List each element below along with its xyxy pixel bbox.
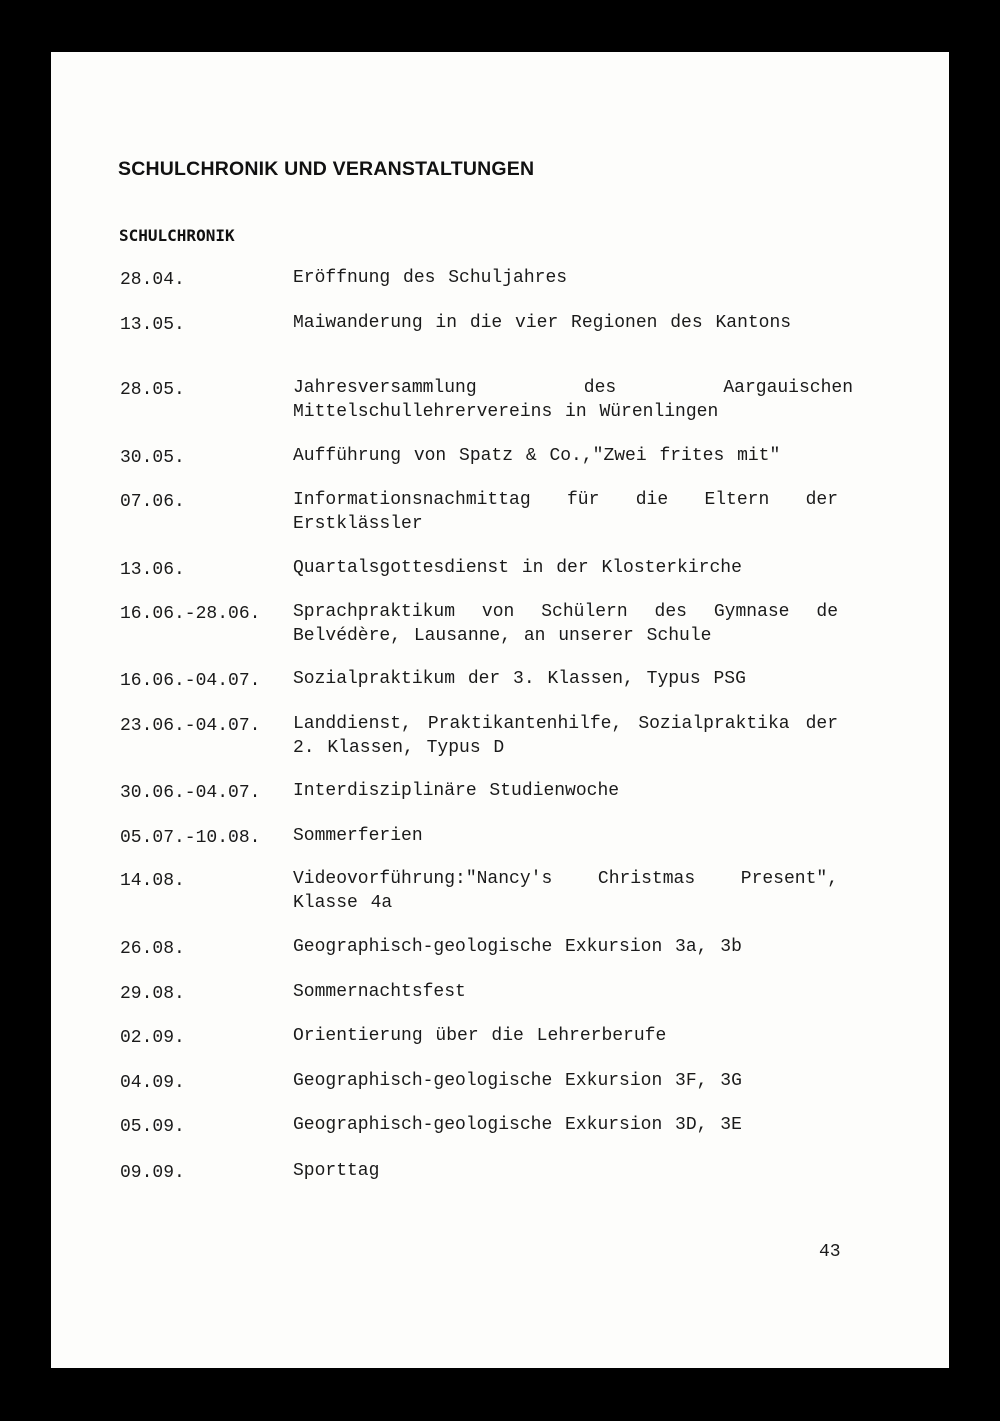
entry-text: Geographisch-geologische Exkursion 3F, 3G: [293, 1071, 742, 1091]
entry-text: Geographisch-geologische Exkursion 3D, 3E: [293, 1115, 742, 1135]
entry-date: 13.05.: [120, 315, 185, 335]
entry-text: Sommernachtsfest: [293, 982, 466, 1002]
entry-text: Informationsnachmittag für die Eltern der Erstklässler: [293, 490, 838, 534]
entry-text: Sprachpraktikum von Schülern des Gymnase de Belvédère, Lausanne, an unserer Schule: [293, 602, 838, 646]
entry-date: 29.08.: [120, 984, 185, 1004]
entry-date: 16.06.-28.06.: [120, 604, 261, 624]
entry-text: Landdienst, Praktikantenhilfe, Sozialpraktika der 2. Klassen, Typus D: [293, 714, 838, 758]
entry-date: 13.06.: [120, 560, 185, 580]
entry-text: Sommerferien: [293, 826, 423, 846]
entry-text: Geographisch-geologische Exkursion 3a, 3b: [293, 937, 742, 957]
entry-text: Orientierung über die Lehrerberufe: [293, 1026, 667, 1046]
entry-date: 14.08.: [120, 871, 185, 891]
entry-date: 23.06.-04.07.: [120, 716, 261, 736]
chronicle-list: [51, 52, 949, 1368]
page-title: SCHULCHRONIK UND VERANSTALTUNGEN: [118, 158, 535, 180]
entry-text: Aufführung von Spatz & Co.,"Zwei frites mit": [293, 446, 781, 466]
section-title: SCHULCHRONIK: [119, 226, 235, 245]
entry-date: 09.09.: [120, 1163, 185, 1183]
document-page: [51, 52, 949, 1368]
entry-date: 28.04.: [120, 270, 185, 290]
entry-date: 30.06.-04.07.: [120, 783, 261, 803]
entry-text: Eröffnung des Schuljahres: [293, 268, 568, 288]
entry-text: Jahresversammlung des Aargauischen Mittelschullehrervereins in Würenlingen: [293, 378, 853, 422]
entry-date: 28.05.: [120, 380, 185, 400]
entry-date: 07.06.: [120, 492, 185, 512]
entry-date: 26.08.: [120, 939, 185, 959]
entry-text: Quartalsgottesdienst in der Klosterkirche: [293, 558, 742, 578]
entry-text: Interdisziplinäre Studienwoche: [293, 781, 620, 801]
entry-date: 16.06.-04.07.: [120, 671, 261, 691]
entry-text: Sozialpraktikum der 3. Klassen, Typus PSG: [293, 669, 746, 689]
entry-date: 05.09.: [120, 1117, 185, 1137]
entry-text: Sporttag: [293, 1161, 380, 1181]
page-number: 43: [819, 1242, 841, 1262]
entry-text: Videovorführung:"Nancy's Christmas Present", Klasse 4a: [293, 869, 838, 913]
entry-text: Maiwanderung in die vier Regionen des Kantons: [293, 313, 792, 333]
entry-date: 02.09.: [120, 1028, 185, 1048]
entry-date: 05.07.-10.08.: [120, 828, 261, 848]
entry-date: 30.05.: [120, 448, 185, 468]
entry-date: 04.09.: [120, 1073, 185, 1093]
